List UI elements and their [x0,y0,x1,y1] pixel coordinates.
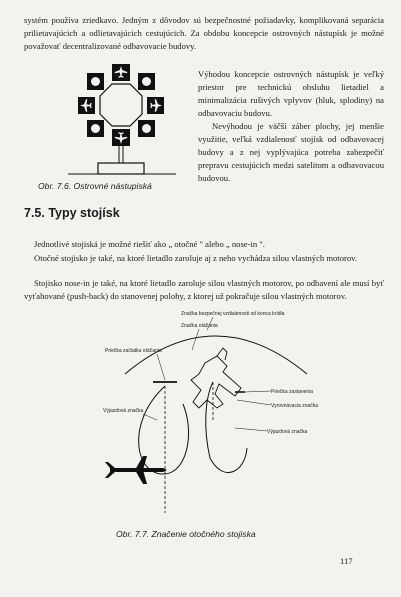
section-heading: 7.5. Typy stojísk [24,206,120,220]
left-taxi-curve [139,386,189,474]
right-taxi-curve [206,382,247,472]
satellite-octagon [100,84,142,126]
paragraph-top: systém používa zriedkavo. Jedným z dôvodov sú bezpečnostné požiadavky, komplikovaná separácia prilietavajúcich a odlietavajúcich cestujúcich. Za obdobu koncepcie ostrovných nástupísk je možné považovať decentralizované odbavovacie budovy. [24,15,384,51]
paragraph-stand-types: Jednotlivé stojiská je možné riešiť ako „ otočné " alebo „ nose-in ". [34,239,265,249]
paragraph-turn-stand: Otočné stojisko je také, na ktoré lietadlo zaroluje aj z neho vychádza silou vlastných motorov. [34,253,358,263]
aircraft-outline [191,348,241,408]
label-taxi-mark-left: Výjazdová značka [103,408,144,414]
taxiing-aircraft [105,456,167,484]
label-safety-distance: Značka bezpečnej vzdialenosti od konca krídla [181,311,285,317]
right-column-text [198,68,384,185]
label-taxi-mark-right: Výjazdová značka [267,429,308,435]
figure-turn-stand-markings [95,308,335,520]
figure-7-7-caption: Obr. 7.7. Značenie otočného stojiska [116,529,256,539]
paragraph-disadvantage: Nevýhodou je väčší záber plochy, jej menšie využitie, veľká vzdialenosť stojísk od odbavovacej budovy a z nej vyplývajúca potreba zabezpečiť prepravu cestujúcich medzi satelitom a odbavovacou budovou. [198,121,384,183]
label-turn-mark: Značka otáčania [181,323,218,329]
paragraph-nose-in: Stojisko nose-in je také, na ktoré lietadlo zaroluje silou vlastných motorov, po odbavení ale musí byť vyťahované (push-back) do stanovenej polohy, z ktorej už pokračuje silou vlastných motorov. [24,278,384,301]
figure-7-6-caption: Obr. 7.6. Ostrovné nástupiská [38,181,152,191]
label-stop-bar: Priečka zastavenia [271,389,313,395]
paragraph-advantage: Výhodou koncepcie ostrovných nástupísk je veľký priestor pre technickú obsluhu lietadiel a minimalizácia rušivých vplyvov (hluk, splodiny) na odbavovaciu budovu. [198,69,384,118]
terminal-building [98,163,144,174]
figure-island-piers [68,62,178,177]
safety-arc [125,336,307,374]
label-turn-start-bar: Priečka začiatku otáčania [105,348,162,354]
page-number: 117 [340,556,353,566]
label-alignment-mark: Vyrovnávacia značka [271,403,319,409]
